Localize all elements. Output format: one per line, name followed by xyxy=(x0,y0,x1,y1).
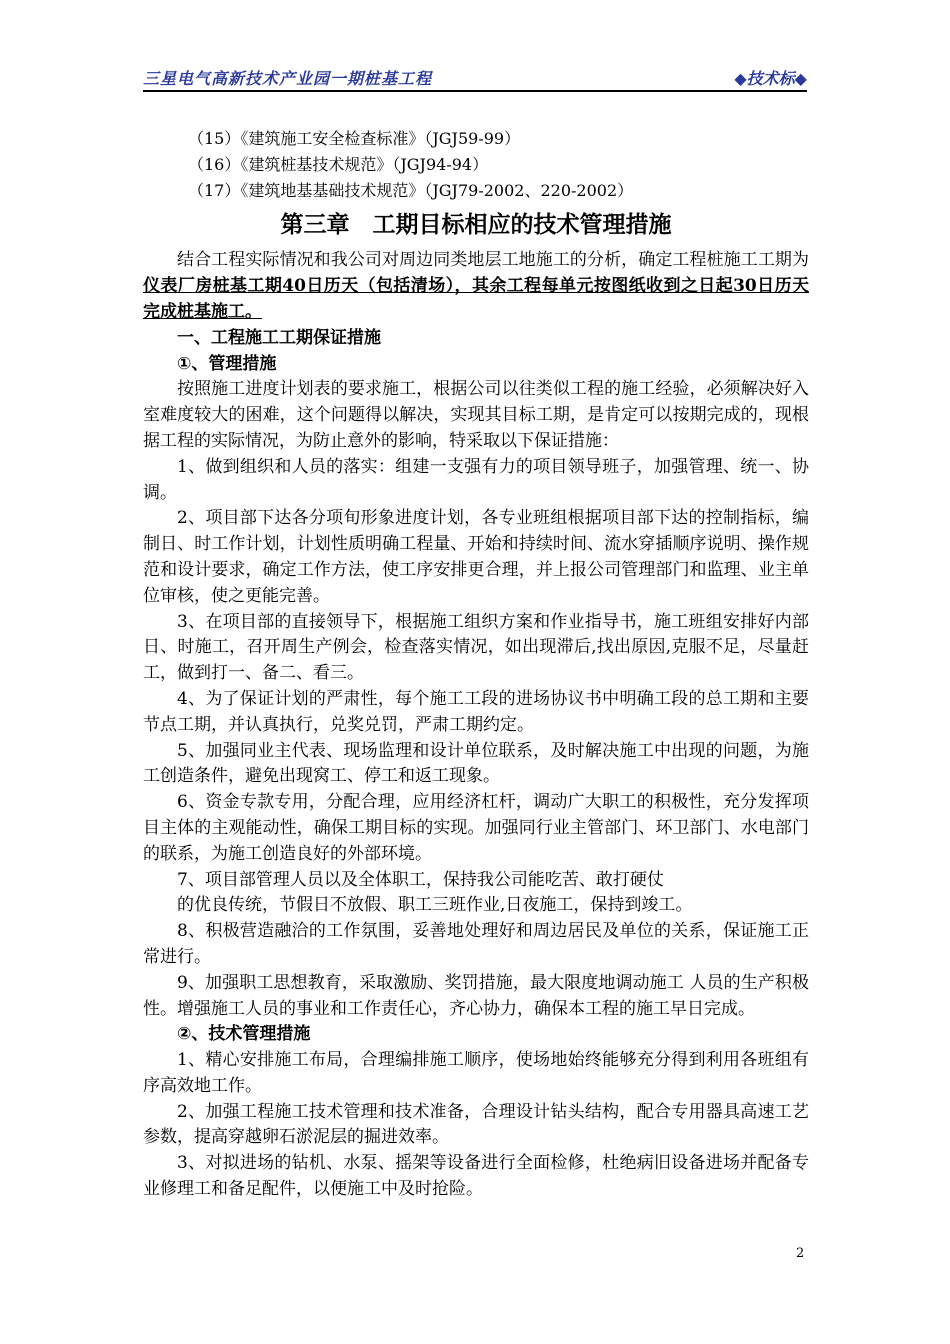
measure-item: 1、做到组织和人员的落实：组建一支强有力的项目领导班子，加强管理、统一、协调。 xyxy=(143,456,809,503)
measure-item-7-line1: 7、项目部管理人员以及全体职工，保持我公司能吃苦、敢打硬仗 xyxy=(177,869,664,890)
subsection-heading-management: ①、管理措施 xyxy=(177,353,277,374)
measure-item-7-line2: 的优良传统，节假日不放假、职工三班作业,日夜施工，保持到竣工。 xyxy=(177,895,693,916)
tech-item: 3、对拟进场的钻机、水泵、摇架等设备进行全面检修，杜绝病旧设备进场并配备专业修理工和备足配件，以便施工中及时抢险。 xyxy=(143,1153,809,1200)
page-header xyxy=(143,66,807,92)
page-content xyxy=(143,126,809,1203)
chapter-title: 第三章 工期目标相应的技术管理措施 xyxy=(280,211,672,239)
subsection-heading-technical: ②、技术管理措施 xyxy=(177,1024,311,1045)
intro-emphasis: 仪表厂房桩基工期40日历天（包括清场），其余工程每单元按图纸收到之日起30日历天完成桩基施工。 xyxy=(143,276,809,322)
header-tag: ◆技术标◆ xyxy=(734,69,807,88)
measure-item: 4、为了保证计划的严肃性，每个施工工段的进场协议书中明确工段的总工期和主要节点工期，并认真执行，兑奖兑罚，严肃工期约定。 xyxy=(143,688,809,735)
management-intro: 按照施工进度计划表的要求施工，根据公司以往类似工程的施工经验，必须解决好入室难度较大的困难，这个问题得以解决，实现其目标工期，是肯定可以按期完成的，现根据工程的实际情况，为防止意外的影响，特采取以下保证措施： xyxy=(143,379,809,451)
reference-item: （17）《建筑地基基础技术规范》（JGJ79-2002、220-2002） xyxy=(188,180,634,200)
section-heading: 一、工程施工工期保证措施 xyxy=(177,327,381,348)
measure-item: 2、项目部下达各分项旬形象进度计划，各专业班组根据项目部下达的控制指标，编制日、时工作计划，计划性质明确工程量、开始和持续时间、流水穿插顺序说明、操作规范和设计要求，确定工作方法，使工序安排更合理，并上报公司管理部门和监理、业主单位审核，使之更能完善。 xyxy=(143,508,809,606)
tech-item: 1、精心安排施工布局，合理编排施工顺序，使场地始终能够充分得到利用各班组有序高效地工作。 xyxy=(143,1050,809,1096)
page-number: 2 xyxy=(796,1246,805,1261)
measure-item: 8、积极营造融洽的工作氛围，妥善地处理好和周边居民及单位的关系，保证施工正常进行。 xyxy=(143,921,809,967)
reference-item: （15）《建筑施工安全检查标准》（JGJ59-99） xyxy=(188,129,521,148)
intro-lead: 结合工程实际情况和我公司对周边同类地层工地施工的分析，确定工程桩施工工期为 xyxy=(177,250,809,271)
reference-item: （16）《建筑桩基技术规范》（JGJ94-94） xyxy=(188,154,489,174)
measure-item: 6、资金专款专用，分配合理，应用经济杠杆，调动广大职工的积极性，充分发挥项目主体的主观能动性，确保工期目标的实现。加强同行业主管部门、环卫部门、水电部门的联系，为施工创造良好的外部环境。 xyxy=(143,792,809,864)
measure-item: 5、加强同业主代表、现场监理和设计单位联系，及时解决施工中出现的问题，为施工创造条件，避免出现窝工、停工和返工现象。 xyxy=(143,740,809,787)
measure-item: 3、在项目部的直接领导下，根据施工组织方案和作业指导书，施工班组安排好内部日、时施工，召开周生产例会，检查落实情况，如出现滞后,找出原因,克服不足，尽量赶工，做到打一、备二、看三。 xyxy=(143,611,809,684)
tech-item: 2、加强工程施工技术管理和技术准备，合理设计钻头结构，配合专用器具高速工艺参数，提高穿越卵石淤泥层的掘进效率。 xyxy=(143,1101,809,1148)
intro-paragraph xyxy=(143,248,809,325)
header-title: 三星电气高新技术产业园一期桩基工程 xyxy=(143,69,433,88)
measure-item: 9、加强职工思想教育，采取激励、奖罚措施，最大限度地调动施工 人员的生产积极性。增强施工人员的事业和工作责任心，齐心协力，确保本工程的施工早日完成。 xyxy=(143,972,809,1019)
